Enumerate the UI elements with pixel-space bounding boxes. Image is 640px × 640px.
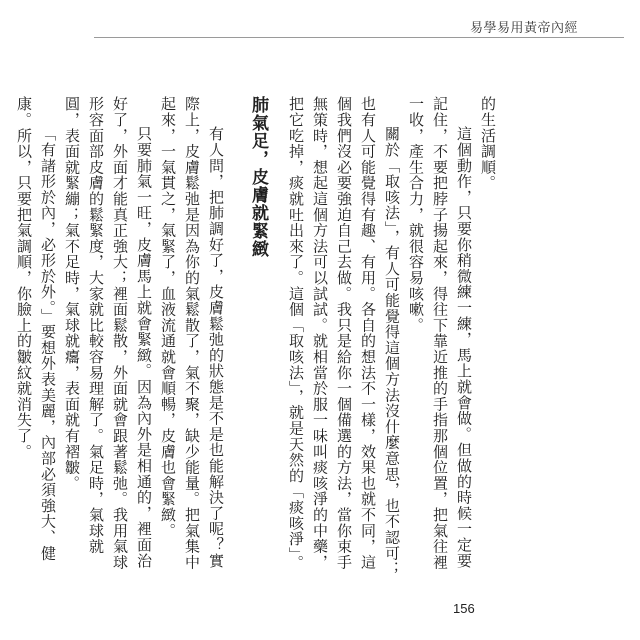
paragraph: 有人問，把肺調好了，皮膚鬆弛的狀態是不是也能解決了呢？實際上，皮膚鬆弛是因為你的氣鬆散了，氣不聚，缺少能量。把氣集中起來，一氣貫之，氣緊了，血液流通就會順暢，皮膚也會緊緻。 <box>159 96 225 570</box>
page-number: 156 <box>453 601 475 616</box>
paragraph: 「有諸形於內，必形於外。」要想外表美麗，內部必須強大、健康。所以，只要把氣調順，你臉上的皺紋就消失了。 <box>15 96 57 561</box>
paragraph-continuation: 的生活調順。 <box>479 96 497 191</box>
vertical-text-body <box>15 96 500 584</box>
paragraph: 這個動作，只要你稍微練一練，馬上就會做。但做的時候一定要記住，不要把脖子揚起來，得往下靠近推的手指那個位置，把氣往裡一收，產生合力，就很容易咳嗽。 <box>407 96 473 570</box>
paragraph: 關於「取咳法」，有人可能覺得這個方法沒什麼意思，也不認可；也有人可能覺得有趣、有用。各自的想法不一樣，效果也就不同，這個我們沒必要強迫自己去做。我只是給你一個備選的方法，當你束手無策時，想起這個方法可以試試。就相當於服一味叫痰咳淨的中藥，把它吃掉，痰就吐出來了。這個「取咳法」，就是天然的「痰咳淨」。 <box>287 96 401 577</box>
header-rule <box>94 37 624 38</box>
paragraph: 只要肺氣一旺，皮膚馬上就會緊緻。因為內外是相通的，裡面治好了，外面才能真正強大；裡面鬆散，外面就會跟著鬆弛。我用氣球形容面部皮膚的鬆緊度，大家就比較容易理解了。氣足時，氣球就圓，表面就緊繃；氣不足時，氣球就癟，表面就有褶皺。 <box>63 96 153 570</box>
running-head-title: 易學易用黃帝內經 <box>469 21 578 36</box>
section-heading: 肺氣足，皮膚就緊緻 <box>248 96 268 258</box>
